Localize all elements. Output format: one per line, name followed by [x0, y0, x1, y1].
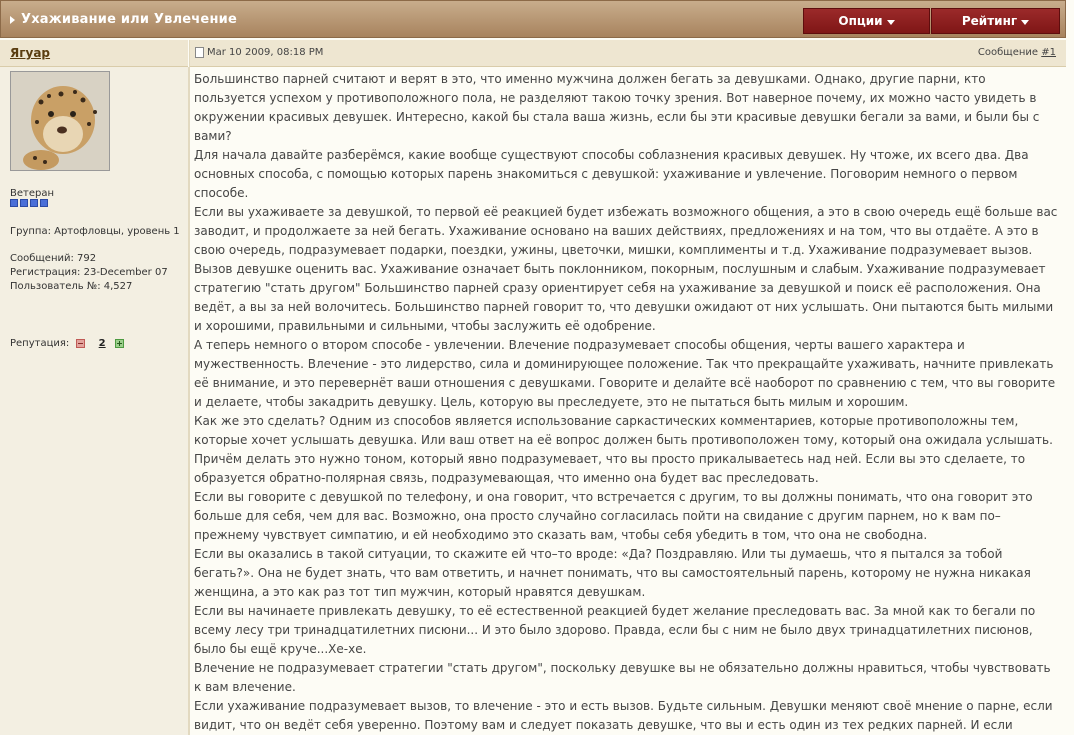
author-user-number: Пользователь №: 4,527: [10, 281, 133, 292]
post-paragraph: Для начала давайте разберёмся, какие вообще существуют способы соблазнения красивых девушек. Ну чтоже, их всего два. Два основных способа, с помощью которых парень знакомиться с девушкой: ухаживание и увлечение. Поговорим немного о первом способе.: [194, 148, 1029, 200]
post-date: Mar 10 2009, 08:18 PM: [207, 47, 324, 58]
reputation-plus-icon[interactable]: [115, 339, 124, 348]
post-paragraph: Если вы говорите с девушкой по телефону, и она говорит, что встречается с другим, то вы должны понимать, что она говорит это больше для себя, чем для вас. Возможно, она просто случайно согласилась пойти на свидание с другим парнем, но к вам по–прежнему чувствует симпатию, и ей необходимо это сказать вам, чтобы себя убедить в том, что она не свободна.: [194, 490, 1033, 542]
options-button[interactable]: [803, 8, 930, 34]
post-paragraph: Если вы оказались в такой ситуации, то скажите ей что–то вроде: «Да? Поздравляю. Или ты думаешь, что я пытался за тобой бегать?». Она не будет знать, что вам ответить, и начнет понимать, что вы самостоятельный парень, которому не нужна никакая женщина, а это как раз тот тип мужчин, который нравятся девушкам.: [194, 547, 1031, 599]
thread-title: Ухаживание или Увлечение: [21, 12, 237, 27]
post-paragraph: А теперь немного о втором способе - увлечении. Влечение подразумевает способы общения, черты вашего характера и мужественность. Влечение - это лидерство, сила и доминирующее положение. Так что прекращайте ухаживать, начните привлекать её внимание, и это перевернёт ваши отношения с девушками. Говорите и делайте всё наоборот по сравнению с тем, что вы говорите и делаете, чтобы закадрить девушку. Цель, которую вы преследуете, это не пытаться быть милым и хорошим.: [194, 338, 1056, 409]
rank-pip-icon: [40, 199, 48, 207]
post-number-label: Сообщение: [977, 47, 1039, 58]
rank-pip-icon: [10, 199, 18, 207]
post-header: [190, 40, 1066, 67]
chevron-down-icon: [1021, 20, 1029, 25]
post-number-link[interactable]: #1: [1041, 47, 1056, 58]
post-paragraph: Если ухаживание подразумевает вызов, то влечение - это и есть вызов. Будьте сильным. Девушки меняют своё мнение о парне, если видит, что он ведёт себя уверенно. Поэтому вам и следует показать девушке, что вы и есть один из тех редких парней. И если: [194, 699, 1053, 732]
author-registration: Регистрация: 23-December 07: [10, 267, 168, 278]
column-divider: [189, 40, 190, 735]
reputation-label: Репутация:: [10, 338, 70, 349]
rank-pip-icon: [20, 199, 28, 207]
author-name-link[interactable]: Ягуар: [10, 46, 51, 60]
author-rank: Ветеран: [10, 188, 55, 199]
title-arrow-icon: [10, 16, 15, 24]
reputation-minus-icon[interactable]: [76, 339, 85, 348]
post-paragraph: Как же это сделать? Одним из способов является использование саркастических комментариев, которые противоположны тем, которые хочет услышать девушка. Или ваш ответ на её вопрос должен быть противоположен тому, который она ожидала услышать. Причём делать это нужно тоном, который явно подразумевает, что вы просто прикалываетесь над ней. Если вы это сделаете, то образуется обратно-полярная связь, подразумевающая, что именно она будет вас преследовать.: [194, 414, 1053, 485]
rating-button[interactable]: [931, 8, 1060, 34]
thread-title-bar: [0, 0, 1066, 38]
options-label: Опции: [838, 14, 883, 28]
reputation-row: [10, 337, 124, 350]
post-paragraph: Большинство парней считают и верят в это, что именно мужчина должен бегать за девушками. Однако, другие парни, кто пользуется успехом у противоположного пола, не разделяют такою точку зрения. Вот наверное почему, их можно часто увидеть в окружении красивых девушек. Интересно, какой бы стала ваша жизнь, если бы эти красивые девушки бегали за вами, и были бы с вами?: [194, 72, 1040, 143]
author-info-column: [0, 67, 189, 735]
post-number: [978, 47, 1056, 58]
author-messages: Сообщений: 792: [10, 253, 97, 264]
jaguar-avatar-image: [11, 72, 109, 170]
post-document-icon: [195, 47, 204, 58]
rating-label: Рейтинг: [961, 14, 1018, 28]
post-paragraph: Если вы начинаете привлекать девушку, то её естественной реакцией будет желание преследовать вас. За мной как то бегали по всему лесу три тринадцатилетних писюни... И это было здорово. Правда, если бы с ним не было двух тринадцатилетних писюнов, было бы ещё круче...Хе-хе.: [194, 604, 1036, 656]
post-paragraph: Влечение не подразумевает стратегии "стать другом", поскольку девушке вы не обязательно должны нравиться, чтобы чувствовать к вам влечение.: [194, 661, 1051, 694]
post-body: [194, 70, 1060, 735]
author-group: Группа: Артофловцы, уровень 1: [10, 226, 180, 237]
chevron-down-icon: [887, 20, 895, 25]
reputation-value[interactable]: 2: [98, 338, 106, 349]
avatar[interactable]: [10, 71, 110, 171]
post-paragraph: Если вы ухаживаете за девушкой, то первой её реакцией будет избежать возможного общения, а это в свою очередь ещё больше вас заводит, и продолжаете за ней бегать. Ухаживание основано на ваших действиях, предложениях и на том, что вы отдаёте. А это в свою очередь, подразумевает подарки, поездки, ужины, цветочки, мишки, комплименты и т.д. Ухаживание подразумевает вызов. Вызов девушке оценить вас. Ухаживание означает быть поклонником, покорным, послушным и слабым. Ухаживание подразумевает стратегию "стать другом" Большинство парней сразу ориентирует себя на ухаживание за девушкой и поиск её расположения. Она ведёт, а вы за ней волочитесь. Большинство парней говорит то, что девушки ожидают от них услышать. Они пытаются быть милыми и хорошими, правильными и сильными, чтобы заслужить её одобрение.: [194, 205, 1058, 333]
rank-pips: [10, 199, 48, 207]
author-header: [0, 40, 188, 67]
rank-pip-icon: [30, 199, 38, 207]
